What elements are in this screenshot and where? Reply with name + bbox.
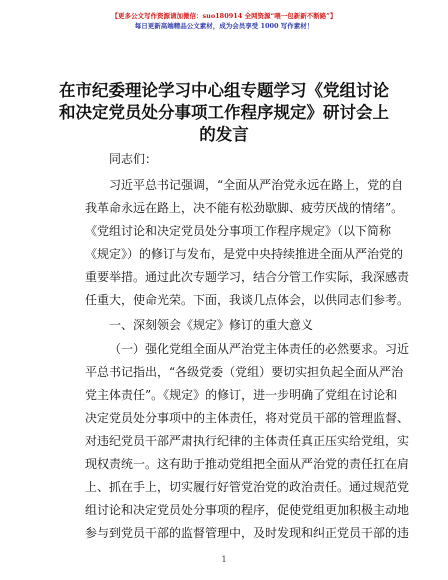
promo-banner-line-2: 每日更新高端精品公文素材，成为会员享受 1000 写作素材！ xyxy=(134,22,314,30)
title-line: 在市纪委理论学习中心组专题学习《党组讨论 xyxy=(59,81,389,100)
title-line: 和决定党员处分事项工作程序规定》研讨会上 xyxy=(59,103,389,122)
paragraph-line: 任重大，使命光荣。下面，我谈几点体会，以供同志们参考。 xyxy=(85,293,410,307)
salutation: 同志们： xyxy=(109,152,158,166)
paragraph-line: 党主体责任”。《规定》的修订，进一步明确了党组在讨论和 xyxy=(85,388,398,402)
paragraph-line: 重要举措。通过此次专题学习，结合分管工作实际，我深感责 xyxy=(85,270,410,284)
title-line: 的发言 xyxy=(199,125,249,144)
paragraph-line: （一）强化党组全面从严治党主体责任的必然要求。习近 xyxy=(109,342,410,356)
document-title xyxy=(40,80,408,146)
page-number: 1 xyxy=(221,555,227,564)
paragraph-line: 组讨论和决定党员处分事项的程序，促使党组更加积极主动地 xyxy=(85,503,410,517)
paragraph-line: 习近平总书记强调，“全面从严治党永远在路上，党的自 xyxy=(109,178,404,192)
paragraph-line: 决定党员处分事项中的主体责任，将对党员干部的管理监督、 xyxy=(85,411,410,425)
paragraph-line: 现权责统一。这有助于推动党组把全面从严治党的责任扛在肩 xyxy=(85,457,410,471)
paragraph-line: 我革命永远在路上，决不能有松劲歇脚、疲劳厌战的情绪”。 xyxy=(85,201,404,215)
paragraph-line: 上、抓在手上，切实履行好管党治党的政治责任。通过规范党 xyxy=(85,480,410,494)
paragraph-line: 参与到党员干部的监督管理中，及时发现和纠正党员干部的违 xyxy=(85,526,410,540)
paragraph-line: 《规定》）的修订与发布，是党中央持续推进全面从严治党的 xyxy=(85,247,404,261)
paragraph-line: 《党组讨论和决定党员处分事项工作程序规定》（以下简称 xyxy=(85,224,392,238)
paragraph-line: 平总书记指出，“各级党委（党组）要切实担负起全面从严治 xyxy=(85,365,404,379)
promo-banner-line-1: 【更多公文写作资源请加微信：suo180914 全网资源“喂一包新新不断路”】 xyxy=(111,12,337,20)
paragraph-line: 对违纪党员干部严肃执行纪律的主体责任真正压实给党组，实 xyxy=(85,434,410,448)
section-heading: 一、深刻领会《规定》修订的重大意义 xyxy=(109,318,314,332)
